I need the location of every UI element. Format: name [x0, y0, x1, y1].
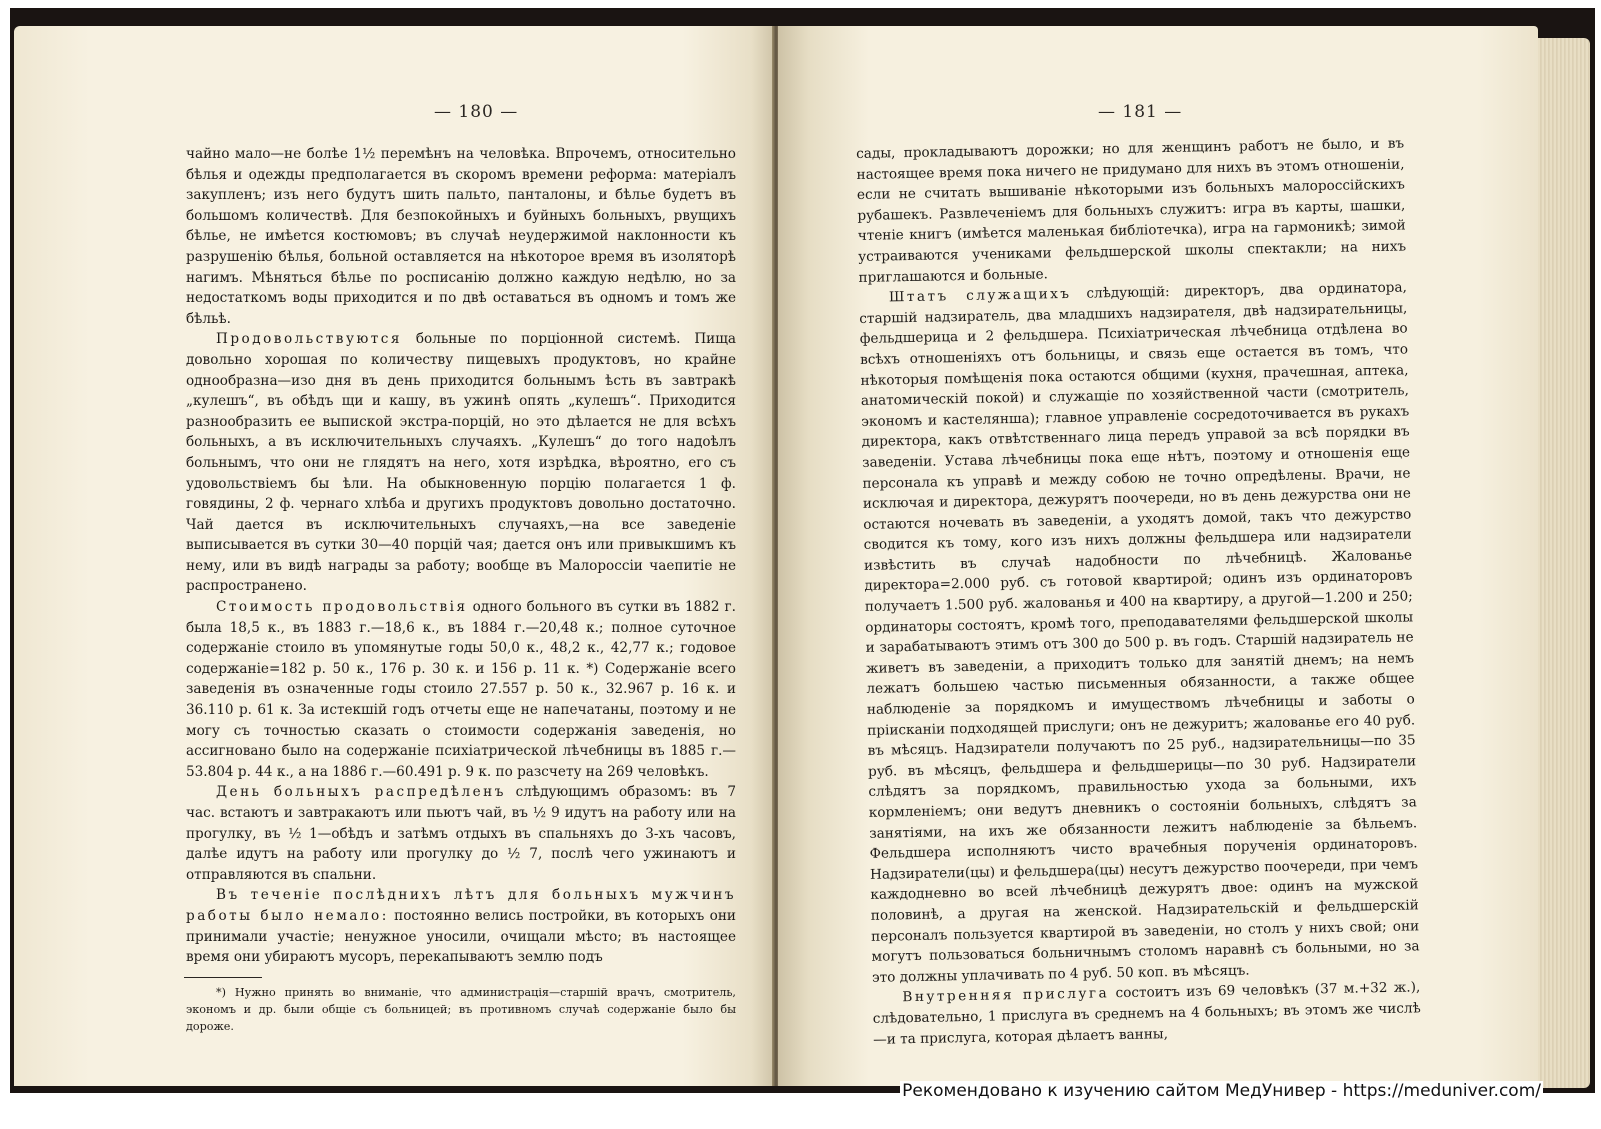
paragraph-text: слѣдующій: директоръ, два ординатора, старшій надзиратель, два младшихъ надзирателя, двѣ надзирательницы, фельдшерица и 2 фельдшера. Психіатрическая лѣчебница отдѣлена во всѣхъ отношеніяхъ отъ больницы, и связь еще остается въ томъ, что нѣкоторыя помѣщенія пока остаются общими (кухня, прачешная, аптека, анатомическій покой) и служащіе по хозяйственной части (смотритель, экономъ и кастелянша); главное управленіе сосредоточивается въ рукахъ директора, какъ отвѣтственнаго лица передъ управой за всѣ порядки въ заведеніи. Устава лѣчебницы пока еще нѣтъ, поэтому и отношенія еще персонала къ управѣ и между собою не точно опредѣлены. Врачи, не исключая и директора, дежурятъ поочереди, но въ день дежурства они не остаются ночевать въ заведеніи, а уходятъ домой, такъ что дежурство сводится къ тому, кого изъ нихъ должны фельдшера или надзиратели извѣстить въ случаѣ надобности по лѣчебницѣ. Жалованье директора=2.000 руб. съ готовой квартирой; одинъ изъ ординаторовъ получаетъ 1.500 руб. жалованья и 400 на квартиру, а другой—1.200 и 250; ординаторы состоятъ, кромѣ того, преподавателями фельдшерской школы и зарабатываютъ этимъ отъ 300 до 500 р. въ годъ. Старшій надзиратель не живетъ въ заведеніи, а приходитъ только для занятій днемъ; на немъ лежатъ большею частью письменныя обязанности, а также общее наблюденіе за порядкомъ и имуществомъ лѣчебницы и заботы о пріисканіи подходящей прислуги; онъ не дежуритъ; жалованье его 40 руб. въ мѣсяцъ. Надзиратели получаютъ по 25 руб., надзирательницы—по 35 руб. въ мѣсяцъ, фельдшера и фельдшерицы—по 30 руб. Надзиратели слѣдятъ за порядкомъ, правильностью ухода за больными, ихъ кормленіемъ; они ведутъ дневникъ о состояніи больныхъ, слѣдятъ за занятіями, на ихъ же обязанности лежитъ наблюденіе за бѣльемъ. Фельдшера исполняютъ чисто врачебныя порученія ординаторовъ. Надзиратели(цы) и фельдшера(цы) несутъ дежурство поочереди, при чемъ каждодневно во всей лѣчебницѣ дежурятъ двое: одинъ на мужской половинѣ, а другая на женской. Надзирательскій и фельдшерскій персоналъ пользуется квартирой въ заведеніи, но столъ у нихъ свой; они могутъ пользоваться больничнымъ столомъ наравнѣ съ больными, но за это должны уплачивать по 4 руб. 50 коп. въ мѣсяцъ.	[859, 279, 1420, 986]
paragraph-text: одного больного въ сутки въ 1882 г. была 18,5 к., въ 1883 г.—18,6 к., въ 1884 г.—20,48 к.; полное суточное содержаніе стоило въ упомянутые годы 50,0 к., 48,2 к., 42,77 к.; годовое содержаніе=182 р. 50 к., 176 р. 30 к. и 156 р. 11 к. *) Содержаніе всего заведенія въ означенные годы стоило 27.557 р. 50 к., 32.967 р. 16 к. и 36.110 р. 61 к. За истекшій годъ отчеты еще не напечатаны, поэтому и не могу съ точностью сказать о стоимости содержанія заведенія, но ассигновано было на содержаніе психіатрической лѣчебницы въ 1885 г.—53.804 р. 44 к., а на 1886 г.—60.491 р. 9 к. по разсчету на 269 человѣкъ.	[186, 599, 736, 780]
paragraph-lead: Внутренняя прислуга	[902, 985, 1110, 1006]
paragraph	[859, 278, 1420, 989]
left-page	[14, 26, 774, 1086]
paragraph-text: больные по порціонной системѣ. Пища довольно хорошая по количеству пищевыхъ продуктовъ, но крайне однообразна—изо дня въ день приходится больнымъ ѣсть въ завтракѣ „кулешъ“, въ обѣдъ щи и кашу, въ ужинѣ опять „кулешъ“. Приходится разнообразить ее выпиской экстра-порцій, но это дѣлается не для всѣхъ больныхъ, а въ исключительныхъ случаяхъ. „Кулешъ“ до того надоѣлъ больнымъ, что они не глядятъ на него, хотя изрѣдка, вѣроятно, его съ удовольствіемъ бы ѣли. На обыкновенную порцію полагается 1 ф. говядины, 2 ф. чернаго хлѣба и другихъ продуктовъ довольно достаточно. Чай дается въ исключительныхъ случаяхъ,—на все заведеніе выписывается въ сутки 30—40 порцій чая; дается онъ или привыкшимъ къ нему, или въ видѣ награды за работу; вообще въ Малороссіи чаепитіе не распространено.	[186, 331, 736, 595]
right-page-text	[856, 133, 1421, 1049]
right-page	[778, 26, 1538, 1086]
paragraph-text: сады, прокладываютъ дорожки; но для женщинъ работъ не было, и въ настоящее время пока ничего не придумано для нихъ въ этомъ отношеніи, если не считать вышиваніе нѣкоторыми изъ больныхъ малороссійскихъ рубашекъ. Развлеченіемъ для больныхъ служитъ: игра въ карты, шашки, чтеніе книгъ (имѣется маленькая библіотечка), игра на гармоникѣ; зимой устраиваются учениками фельдшерской школы спектакли; на нихъ приглашаются и больные.	[856, 135, 1407, 286]
footnote-rule	[184, 977, 262, 978]
watermark-link[interactable]: Рекомендовано к изучению сайтом МедУнивер - https://meduniver.com/	[902, 1081, 1541, 1101]
page-edges	[1538, 38, 1590, 1088]
paragraph-text: постоянно велись постройки, въ которыхъ они принимали участіе; ненужное уносили, очищали мѣсто; въ настоящее время они убираютъ мусоръ, перекапываютъ землю подъ	[186, 907, 736, 966]
paragraph	[186, 885, 736, 967]
paragraph-text: чайно мало—не болѣе 1½ перемѣнъ на человѣка. Впрочемъ, относительно бѣлья и одежды предполагается въ скоромъ времени реформа: матеріалъ закупленъ; изъ него будутъ шить пальто, панталоны, и бѣлье будетъ въ большомъ количествѣ. Для безпокойныхъ и буйныхъ больныхъ, рвущихъ бѣлье, не имѣется костюмовъ; въ случаѣ неудержимой наклонности къ разрушенію бѣлья, больной оставляется на нѣкоторое время въ изоляторѣ нагимъ. Мѣняться бѣлье по росписанію должно каждую недѣлю, но за недостаткомъ воды приходится и по двѣ оставаться въ одномъ и томъ же бѣльѣ.	[186, 146, 736, 327]
paragraph-lead: Стоимость продовольствія	[216, 599, 468, 616]
paragraph	[186, 782, 736, 885]
paragraph-text: слѣдующимъ образомъ: въ 7 час. встаютъ и завтракаютъ или пьютъ чай, въ ½ 9 идутъ на работу или на прогулку, въ ½ 1—обѣдъ и затѣмъ отдыхъ въ спальняхъ до 3-хъ часовъ, далѣе идутъ на работу или прогулку до ½ 7, послѣ чего ужинаютъ и отправляются въ спальни.	[186, 784, 736, 883]
footnote: *) Нужно принять во вниманіе, что администрація—старшій врачъ, смотритель, экономъ и др. были общіе съ больницей; въ противномъ случаѣ содержаніе было бы дороже.	[186, 986, 736, 1033]
paragraph-text: состоитъ изъ 69 человѣкъ (37 м.+32 ж.), слѣдовательно, 1 прислуга въ среднемъ на 4 больныхъ; въ этомъ же числѣ—и та прислуга, которая дѣлаетъ ванны,	[872, 979, 1421, 1048]
paragraph	[186, 329, 736, 597]
paragraph	[856, 133, 1407, 288]
paragraph	[872, 978, 1421, 1050]
paragraph-lead: Продовольствуются	[216, 331, 402, 348]
paragraph-lead: Въ теченіе послѣднихъ лѣтъ для больныхъ мужчинъ работы было немало:	[186, 887, 736, 924]
page-number: — 180 —	[434, 102, 519, 122]
open-book	[10, 8, 1595, 1093]
paragraph-lead: Штатъ служащихъ	[888, 286, 1072, 306]
paragraph	[186, 597, 736, 782]
left-page-text	[186, 144, 736, 968]
page-number: — 181 —	[1098, 102, 1183, 122]
paragraph-lead: День больныхъ распредѣленъ	[216, 784, 506, 801]
paragraph	[186, 144, 736, 329]
